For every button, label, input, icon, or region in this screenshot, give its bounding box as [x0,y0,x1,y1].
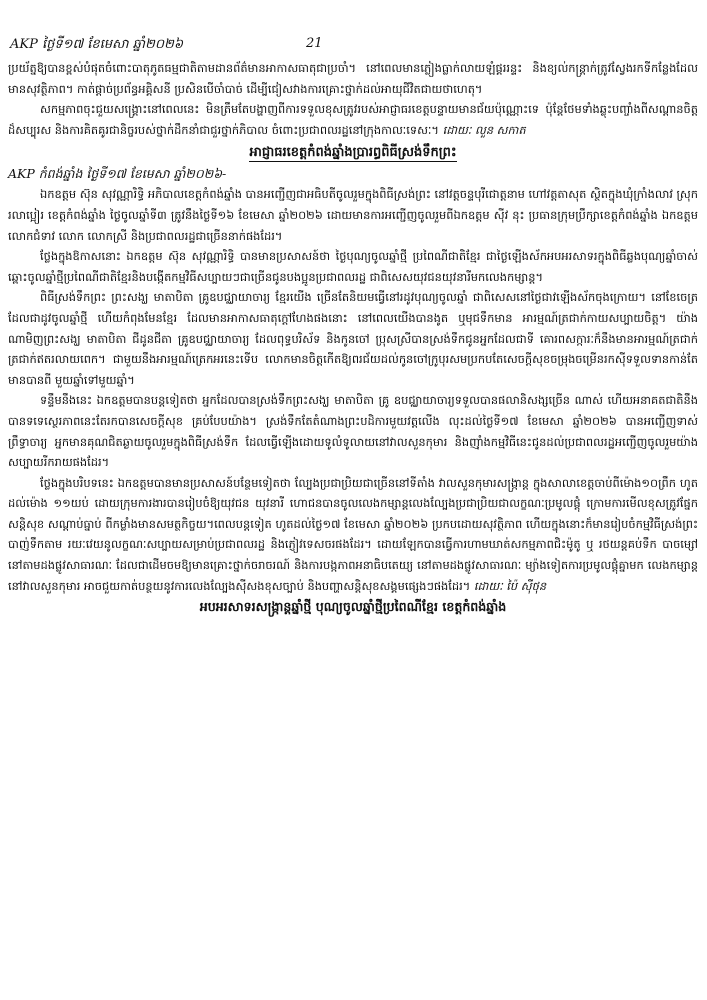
article2-heading [8,142,698,164]
next-article-heading: អបអរសាទរសង្ក្រាន្តឆ្នាំថ្មី បុណ្យចូលឆ្នាំថ្មីប្រពៃណីខ្មែរ ខេត្តកំពង់ឆ្នាំង [199,599,507,615]
article2-paragraph-text: ថ្លែងក្នុងបរិបទនេះ ឯកឧត្តមបានមានប្រសាសន៍បន្ថែមទៀតថា ល្បែងប្រជាប្រិយជាច្រើននៅទីតាំង វាលសួនកុមារសង្ក្រាន្ត ក្នុងសាលាខេត្តចាប់ពីម៉ោង១០ព្រឹក ហូតដល់ម៉ោង ១១យប់ ដោយក្រុមការងារបានរៀបចំឱ្យយុវជន យុវនារី ហោជនបានចូលលេងកម្សាន្តលេងល្បែងប្រជាប្រិយជាលក្ខណៈប្រមូលផ្តុំ ក្រោមការមើលខុសត្រូវផ្នែកសន្តិសុខ សណ្ដាប់ធ្នាប់ ពីកម្លាំងមានសមត្ថកិច្ចយ។ពេលបន្តទៀត ហូតដល់ថ្ងៃ១៧ ខែមេសា ឆ្នាំ២០២៦ ប្រកបដោយសុវត្ថិភាព ហើយក្នុងនោះក៏មានរៀបចំកម្មវិធីស្រង់ព្រះ បាញ់ទឹកតាម រយៈវេយនូលក្ខណៈសប្បាយសម្រាប់ប្រជាពលរដ្ឋ និងភ្ញៀវទេសចរផងដែរ។ ដោយឡែកបានធ្វើការហាមឃាត់សកម្មភាពជិះម៉ូតូ ឬ រថយន្តគប់ទឹក បាចម្សៅ នៅតាមដងផ្លូវសាធារណៈ ដែលជាដើមចមឱ្យមានគ្រោះថ្នាក់ចរាចរណ៍ និងការបង្កភាពអនាធិបតេយ្យ នៅតាមដងផ្លូវសាធារណៈ ម្យ៉ាងទៀតការប្រមូលផ្តុំគ្នាមក លេងកម្សាន្តនៅវាលសួនកុមារ អាចជួយកាត់បន្ថយនូវការលេងល្បែងស៊ីសងខុសច្បាប់ និងបញ្ហាសន្តិសុខសង្គមផ្សេងៗផងដែរ។ [8,475,698,593]
article1-paragraph-with-byline [8,99,698,140]
article-kampong-chhnang [8,142,698,596]
article2-paragraph: ទន្ទឹមនឹងនេះ ឯកឧត្តមបានបន្តទៀតថា អ្នកដែលបានស្រង់ទឹកព្រះសង្ឃ មាតាបិតា គ្រូ ឧបជ្ឈាយាចារ្យទទួលបានផលានិសង្សច្រើន ណាស់ ហើយអនាគតជាតិនឹងបានទទេស្ថេរភាពនេះតែរកបានសេចក្តីសុខ គ្រប់បែបយ៉ាង។ ស្រង់ទឹកតែតំណាងព្រះបដិការមួយវត្តលើង លុះដល់ថ្ងៃទី១៧ ខែមេសា ឆ្នាំ២០២៦ បានអញ្ជើញទាស់ព្រឹទ្ធាចារ្យ អ្នកមានគុណជិតឆ្ងាយចូលរួមក្នុងពិធីស្រង់ទឹក ដែលធ្វើឡើងដោយទូលំទូលាយនៅវាលសួនកុមារ និងញ៉ាំងកម្មវិធីនេះជូនដល់ប្រជាពលរដ្ឋអញ្ជើញចូលរួមយ៉ាងសប្បាយរីករាយផងដែរ។ [8,393,698,470]
page-number: 21 [306,36,323,51]
page-header [0,34,707,56]
article2-byline: ដោយៈ ប៉ៃ ស៊ីថុន [473,578,547,593]
article1-paragraph: ប្រយ័ត្នឱ្យបានខ្ពស់បំផុតចំពោះបាតុភូតធម្មជាតិតាមដានព័ត៌មានអាកាសធាតុជាប្រចាំ។ នៅពេលមានភ្លៀងធ្លាក់លាយឡំផ្គររន្ទះ និងខ្យល់កន្ត្រាក់ត្រូវស្វែងរកទីកន្លែងដែលមានសុវត្ថិភាព។ កាត់ផ្តាច់ប្រព័ន្ធអគ្គិសនី ប្រសិនបើចាំបាច់ ដើម្បីជៀសវាងការគ្រោះថ្នាក់ដល់អាយុជីវិតជាយថាហេតុ។ [8,61,698,96]
article2-paragraph: ឯកឧត្តម ស៊ុន សុវណ្ណារិទ្ធិ អភិបាលខេត្តកំពង់ឆ្នាំង បានអញ្ជើញជាអធិបតីចូលរួមក្នុងពិធីស្រង់ព្រះ នៅវត្តចន្ទបុរីជោត្តនាម ហៅវត្តតាសុត ស្ថិតក្នុងឃុំក្រាំងលាវ ស្រុករលាប្អៀរ ខេត្តកំពង់ឆ្នាំង ថ្ងៃចូលឆ្នាំទី៣ ត្រូវនឹងថ្ងៃទី១៦ ខែមេសា ឆ្នាំ២០២៦ ដោយមានការអញ្ជើញចូលរួមពីឯកឧត្តម ស៊ីវ នុះ ប្រធានក្រុមប្រឹក្សាខេត្តកំពង់ឆ្នាំង ឯកឧត្តមលោកជំទាវ លោក លោកស្រី និងប្រជាពលរដ្ឋជាច្រើននាក់ផងដែរ។ [8,187,698,243]
article-continued [8,58,698,140]
article1-paragraph-text: សកម្មភាពចុះជួយសង្គ្រោះនៅពេលនេះ មិនត្រឹមតែបង្ហាញពីការទទួលខុសត្រូវរបស់អាជ្ញាធរខេត្តបន្ទាយមានជ័យប៉ុណ្ណោះទេ ប៉ុន្តែថែមទាំងឆ្លុះបញ្ចាំងពីសណ្ដានចិត្តដ៏សប្បុរស និងការគិតគូរជានិច្ចរបស់ថ្នាក់ដឹកនាំជាជួរថ្នាក់ភិបាល ចំពោះប្រជាពលរដ្ឋនៅក្រុងកាលៈទេសៈ។ [8,102,698,137]
article1-byline: ដោយៈ លួន សកាត [442,122,526,137]
page-content [8,58,698,618]
article2-paragraph-with-byline [8,473,698,597]
article2-paragraph: ថ្លែងក្នុងឱកាសនោះ ឯកឧត្តម ស៊ុន សុវណ្ណារិទ្ធិ បានមានប្រសាសន៍ថា ថ្ងៃបុណ្យចូលឆ្នាំថ្មី ប្រពៃណីជាតិខ្មែរ ជាថ្ងៃឡើងស័កអបអរសាទរក្នុងពិធីឆ្លងបុណ្យឆ្នាំចាស់ឆ្ពោះចូលឆ្នាំថ្មីប្រពៃណីជាតិខ្មែរនិងបង្កើតកម្មវិធីសប្បាយៗជាច្រើនជូនបងប្អូនប្រជាពលរដ្ឋ ជាពិសេសយុវជនយុវនារីមកលេងកម្សាន្ត។ [8,249,698,284]
article2-heading-text: អាជ្ញាធរខេត្តកំពង់ឆ្នាំងប្រារព្ធពិធីស្រង់ទឹកព្រះ [249,145,457,161]
article2-paragraph: ពិធីស្រង់ទឹកព្រះ ព្រះសង្ឃ មាតាបិតា គ្រូឧបជ្ឈាយាចារ្យ ខ្មែរយើង ច្រើនតែនិយមធ្វើនៅរដូវបុណ្យចូលឆ្នាំ ជាពិសេសនៅថ្ងៃជាវឡើងស័កចុងក្រោយ។ នៅខែចេត្រ ដែលជាដូវចូលឆ្នាំថ្មី ហើយកំពុងមែនខ្មែរ ដែលមានអាកាសធាតុក្តៅហែងផងនោះ នៅពេលយើងបានងូត ឬមុជទឹកមាន អារម្មណ៍ត្រជាក់កាយសប្បាយចិត្ត។ យ៉ាង ណាមិញព្រះសង្ឃ មាតាបិតា ជីដូនជីតា គ្រូឧបជ្ឈាយាចារ្យ ដែលពុទ្ធបរិស័ទ និងកូនចៅ ប្រុសស្រីបានស្រង់ទឹកជូនអ្នកដែលជាទី គោរពសក្ការៈក៏នឹងមានអារម្មណ៍ត្រជាក់ ត្រជាក់ឥតរលាយពេក។ ជាមួយនឹងអារម្មណ៍ត្រេកអរនេះទើប លោកមានចិត្តកើតឱ្យពរជ័យដល់កូនចៅក្រូបុរសមប្រកបតែសេចក្តីសុខចម្រុងចម្រើនរកស៊ីទទួលទានកាន់តែមានបានពី មួយឆ្នាំទៅមួយឆ្នាំ។ [8,290,698,387]
header-dateline: AKP ថ្ងៃទី១៧ ខែមេសា ឆ្នាំ២០២៦ [10,37,184,52]
article2-dateline: AKP កំពង់ឆ្នាំង ថ្ងៃទី១៧ ខែមេសា ឆ្នាំ២០២៦- [8,166,227,182]
